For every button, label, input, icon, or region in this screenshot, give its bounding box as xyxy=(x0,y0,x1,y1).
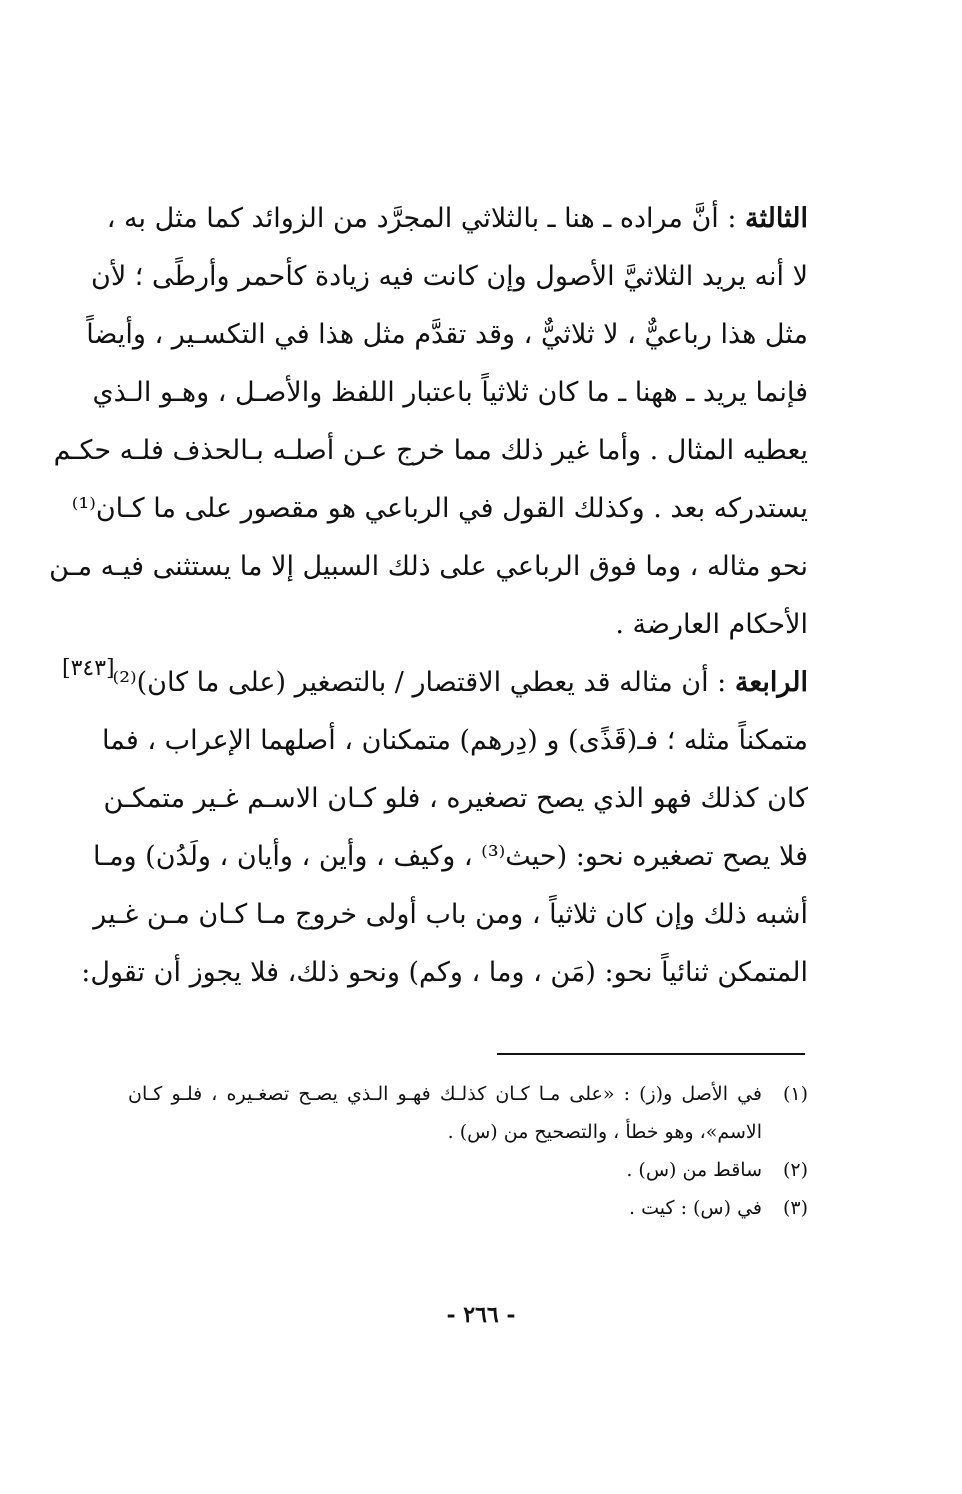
footnote-line: ساقط من (س) . xyxy=(626,1159,762,1181)
text-line: فإنما يريد ـ ههنا ـ ما كان ثلاثياً باعتبار اللفظ والأصـل ، وهـو الـذي xyxy=(92,377,808,408)
footnote-number: (٣) xyxy=(782,1197,808,1219)
text-line: مثل هذا رباعيٌّ ، لا ثلاثيٌّ ، وقد تقدَّم مثل هذا في التكسـير ، وأيضاً xyxy=(86,319,808,350)
footnote-number: (٢) xyxy=(782,1159,808,1181)
text-line: يعطيه المثال . وأما غير ذلك مما خرج عـن أصلـه بـالحذف فلـه حكـم xyxy=(53,435,808,466)
text-line xyxy=(106,190,808,248)
footnote-number: (١) xyxy=(782,1083,808,1105)
footnote-line: الاسم»، وهو خطأ ، والتصحيح من (س) . xyxy=(447,1121,762,1143)
footnotes xyxy=(128,1075,808,1227)
paragraph-lead-word: الثالثة xyxy=(745,203,808,234)
text-line: أشبه ذلك وإن كان ثلاثياً ، ومن باب أولى خروج مـا كـان مـن غـير xyxy=(93,899,808,930)
footnote-divider xyxy=(497,1053,805,1055)
manuscript-page-marker: [٣٤٣] xyxy=(62,656,115,681)
footnote xyxy=(128,1151,808,1189)
footnote-text xyxy=(128,1189,762,1227)
footnote xyxy=(128,1075,808,1151)
footnote-line: في (س) : كيت . xyxy=(629,1197,762,1219)
text-line xyxy=(112,654,808,712)
text-line: نحو مثاله ، وما فوق الرباعي على ذلك السبيل إلا ما يستثنى فيـه مـن xyxy=(49,551,808,582)
text-line: يستدركه بعد . وكذلك القول في الرباعي هو مقصور على ما كـان⁽¹⁾ xyxy=(71,493,808,524)
text-line: متمكناً مثله ؛ فـ(قَذًى) و (دِرهم) متمكنان ، أصلهما الإعراب ، فما xyxy=(102,725,808,756)
page-number: - ٢٦٦ - xyxy=(446,1302,516,1328)
footnote xyxy=(128,1189,808,1227)
text-line: فلا يصح تصغيره نحو: (حيث⁽³⁾ ، وكيف ، وأين ، وأيان ، ولَدُن) ومـا xyxy=(92,841,808,872)
text-line: الأحكام العارضة . xyxy=(615,609,808,640)
text-line: كان كذلك فهو الذي يصح تصغيره ، فلو كـان الاسـم غـير متمكـن xyxy=(103,783,808,814)
paragraph-lead-word: الرابعة xyxy=(734,667,808,698)
text-line-content: : أن مثاله قد يعطي الاقتصار / بالتصغير (على ما كان)⁽²⁾ xyxy=(112,667,735,698)
footnote-line: في الأصل و(ز) : «على مـا كـان كذلـك فهـو الـذي يصـح تصغـيره ، فلـو كـان xyxy=(128,1083,762,1105)
text-line: لا أنه يريد الثلاثيَّ الأصول وإن كانت فيه زيادة كأحمر وأرطًى ؛ لأن xyxy=(91,261,808,292)
footnote-text xyxy=(128,1151,762,1189)
text-line: المتمكن ثنائياً نحو: (مَن ، وما ، وكم) ونحو ذلك، فلا يجوز أن تقول: xyxy=(81,957,808,988)
footnote-text xyxy=(128,1075,762,1151)
text-line-content: : أنَّ مراده ـ هنا ـ بالثلاثي المجرَّد من الزوائد كما مثل به ، xyxy=(106,203,746,234)
